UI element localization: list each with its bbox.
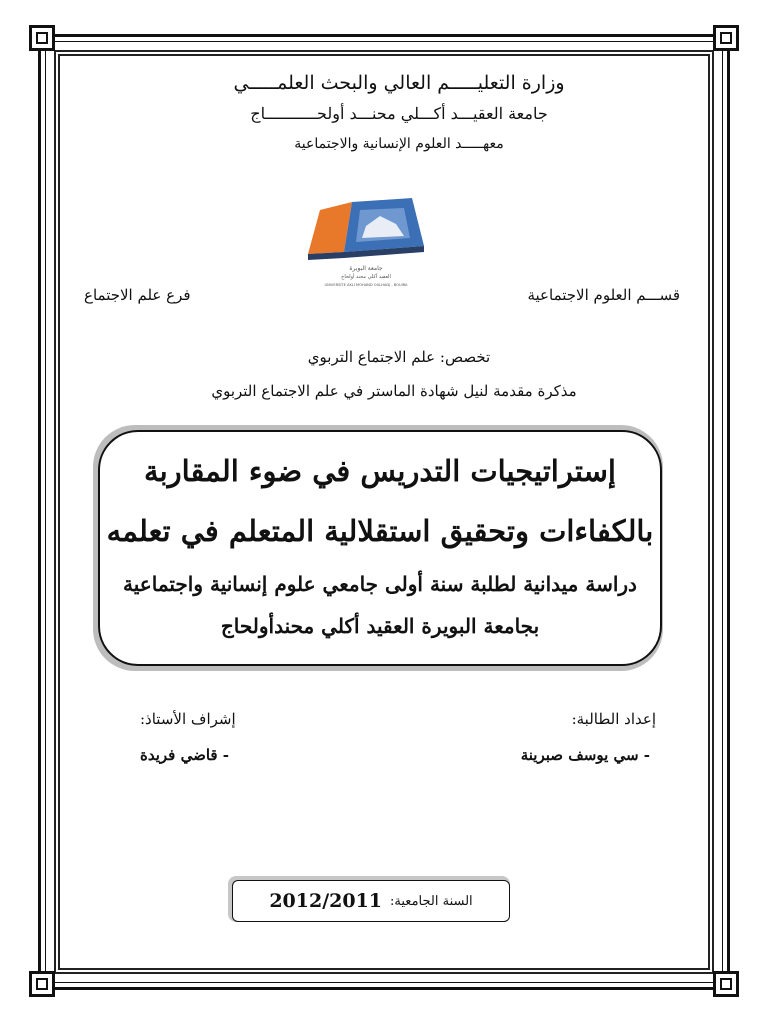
logo-line-1: جامعة البويرة <box>349 265 383 272</box>
institute-name: معهـــــد العلوم الإنسانية والاجتماعية <box>294 136 504 152</box>
corner-ornament-top-left <box>29 25 55 51</box>
supervisor-label: إشراف الأستاذ: <box>140 710 236 728</box>
department-name: قســـم العلوم الاجتماعية <box>527 286 680 304</box>
corner-ornament-bottom-right <box>713 971 739 997</box>
university-book-logo-icon <box>300 196 432 292</box>
corner-ornament-bottom-left <box>29 971 55 997</box>
memo-description: مذكرة مقدمة لنيل شهادة الماستر في علم الاجتماع التربوي <box>211 382 577 400</box>
logo-line-2: العقيد آكلي محند أولحاج <box>341 274 391 280</box>
corner-ornament-top-right <box>713 25 739 51</box>
student-name: - سي يوسف صبرينة <box>520 746 650 764</box>
academic-year-value: 2012/2011 <box>269 890 383 912</box>
branch-name: فرع علم الاجتماع <box>84 286 191 304</box>
academic-year-label: السنة الجامعية: <box>390 893 473 909</box>
supervisor-name: - قاضي فريدة <box>140 746 230 764</box>
thesis-subtitle-line-1: دراسة ميدانية لطلبة سنة أولى جامعي علوم إنسانية واجتماعية <box>123 572 637 596</box>
thesis-subtitle-line-2: بجامعة البويرة العقيد أكلي محندأولحاج <box>220 614 540 638</box>
academic-year-box <box>232 880 510 922</box>
prepared-by-label: إعداد الطالبة: <box>571 710 656 728</box>
thesis-title-box <box>98 430 662 666</box>
ministry-name: وزارة التعليـــــم العالي والبحث العلمـــــي <box>233 72 565 94</box>
university-name: جامعة العقيـــد أكـــلي محنـــد أولحـــــــــــاج <box>250 104 548 123</box>
specialty-line: تخصص: علم الاجتماع التربوي <box>307 348 491 366</box>
thesis-title-line-2: بالكفاءات وتحقيق استقلالية المتعلم في تعلمه <box>106 514 654 548</box>
logo-line-3: UNIVERSITE AKLI MOHAND OULHADJ - BOUIRA <box>324 283 408 287</box>
university-logo <box>300 196 432 292</box>
thesis-title-line-1: إستراتيجيات التدريس في ضوء المقاربة <box>144 454 616 488</box>
